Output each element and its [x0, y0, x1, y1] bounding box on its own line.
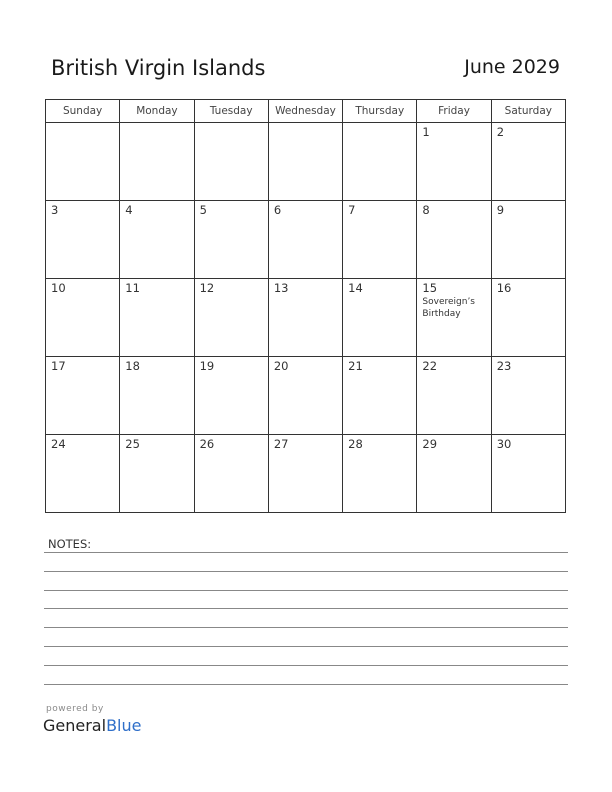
day-cell — [46, 123, 120, 201]
notes-label: NOTES: — [48, 537, 92, 551]
day-cell — [491, 279, 565, 357]
day-number: 23 — [496, 359, 512, 373]
day-cell — [417, 123, 491, 201]
calendar-month: June 2029 — [464, 56, 560, 78]
day-number: 27 — [273, 437, 289, 451]
day-number: 26 — [199, 437, 215, 451]
note-line — [44, 552, 568, 553]
day-number — [269, 123, 342, 126]
day-cell — [120, 357, 194, 435]
day-number: 8 — [422, 203, 430, 217]
day-cell — [46, 279, 120, 357]
day-cell — [268, 201, 342, 279]
day-number: 24 — [51, 437, 66, 451]
day-number: 5 — [199, 203, 207, 217]
day-number — [46, 123, 119, 126]
day-cell — [268, 279, 342, 357]
day-number: 22 — [422, 359, 438, 373]
weekday-header: Monday — [120, 100, 194, 123]
note-line — [44, 571, 568, 572]
day-cell — [268, 123, 342, 201]
day-number: 18 — [125, 359, 140, 373]
day-number: 3 — [51, 203, 59, 217]
day-number: 13 — [273, 281, 289, 295]
week-row — [46, 279, 566, 357]
day-number — [120, 123, 193, 126]
day-cell — [343, 123, 417, 201]
weekday-header: Friday — [417, 100, 491, 123]
day-number: 9 — [496, 203, 505, 217]
day-cell — [417, 357, 491, 435]
day-number — [195, 123, 268, 126]
day-cell — [194, 123, 268, 201]
day-number: 17 — [51, 359, 66, 373]
day-cell — [46, 435, 120, 513]
day-cell — [120, 123, 194, 201]
day-cell — [491, 435, 565, 513]
calendar-grid — [45, 99, 566, 513]
weekday-header: Saturday — [491, 100, 565, 123]
weekday-header-row — [46, 100, 566, 123]
day-cell — [343, 435, 417, 513]
week-row — [46, 123, 566, 201]
day-number: 16 — [496, 281, 512, 295]
weekday-header: Thursday — [343, 100, 417, 123]
day-cell — [194, 279, 268, 357]
day-number: 11 — [125, 281, 140, 295]
day-cell-holiday — [417, 279, 491, 357]
brand-name-part2: Blue — [106, 716, 142, 735]
week-row — [46, 201, 566, 279]
day-cell — [491, 357, 565, 435]
day-cell — [194, 357, 268, 435]
day-cell — [417, 435, 491, 513]
day-cell — [491, 123, 565, 201]
day-number: 20 — [273, 359, 289, 373]
note-line — [44, 608, 568, 609]
day-cell — [343, 279, 417, 357]
day-number: 4 — [125, 203, 133, 217]
day-cell — [194, 201, 268, 279]
day-cell — [491, 201, 565, 279]
day-number: 29 — [422, 437, 438, 451]
day-cell — [120, 279, 194, 357]
powered-by-text: powered by — [46, 704, 104, 714]
note-line — [44, 646, 568, 647]
day-number: 21 — [348, 359, 363, 373]
day-number: 25 — [125, 437, 140, 451]
note-line — [44, 590, 568, 591]
day-number: 19 — [199, 359, 215, 373]
day-number: 30 — [496, 437, 512, 451]
day-cell — [268, 357, 342, 435]
day-cell — [46, 357, 120, 435]
note-line — [44, 684, 568, 685]
day-number: 12 — [199, 281, 215, 295]
day-number: 10 — [51, 281, 66, 295]
note-line — [44, 627, 568, 628]
day-cell — [120, 435, 194, 513]
day-number — [343, 123, 416, 126]
brand-name-part1: General — [43, 716, 107, 735]
day-cell — [46, 201, 120, 279]
day-number: 2 — [496, 125, 505, 139]
day-number: 6 — [273, 203, 282, 217]
note-line — [44, 665, 568, 666]
holiday-label: Sovereign’s Birthday — [422, 297, 475, 319]
week-row — [46, 357, 566, 435]
brand-logo[interactable] — [43, 716, 141, 735]
day-cell — [268, 435, 342, 513]
weekday-header: Wednesday — [268, 100, 342, 123]
day-cell — [343, 357, 417, 435]
day-number: 7 — [348, 203, 356, 217]
day-number: 15 — [422, 281, 438, 295]
day-number: 28 — [348, 437, 363, 451]
day-cell — [120, 201, 194, 279]
day-number: 14 — [348, 281, 363, 295]
week-row — [46, 435, 566, 513]
calendar-title: British Virgin Islands — [51, 56, 266, 80]
day-cell — [343, 201, 417, 279]
day-cell — [194, 435, 268, 513]
weekday-header: Sunday — [46, 100, 120, 123]
day-cell — [417, 201, 491, 279]
day-number: 1 — [422, 125, 430, 139]
weekday-header: Tuesday — [194, 100, 268, 123]
